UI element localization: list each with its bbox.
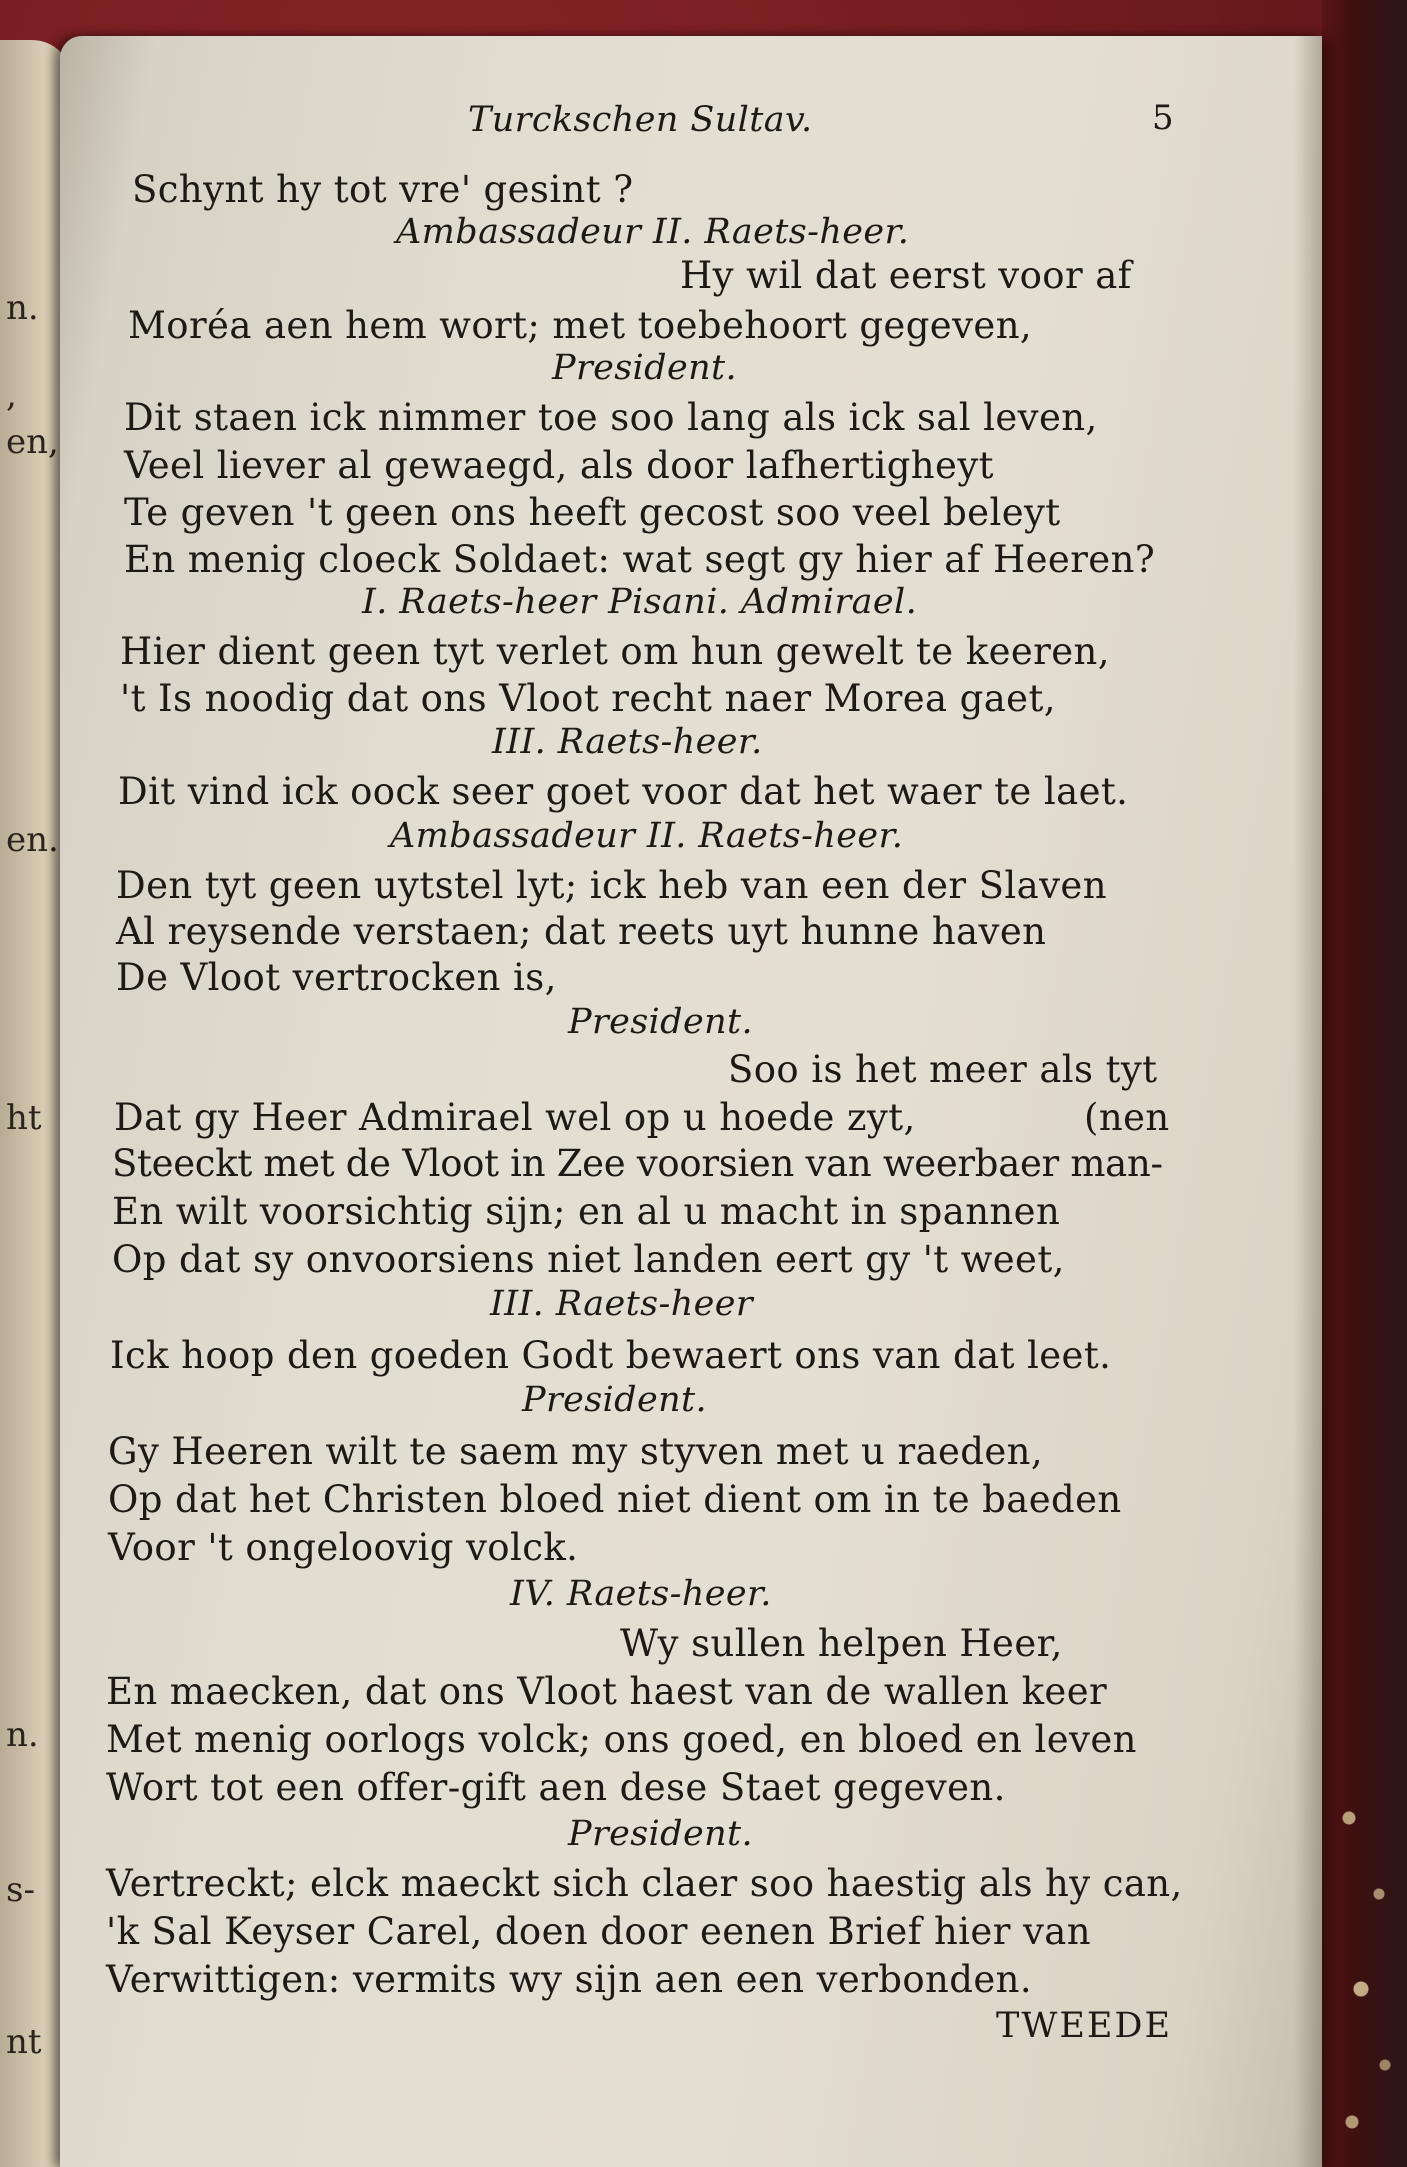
verse-line: Ick hoop den goeden Godt bewaert ons van dat leet.: [110, 1334, 1112, 1377]
left-page-fragment: ,: [6, 375, 17, 415]
catchword: TWEEDE: [996, 2006, 1173, 2046]
verse-line: Wort tot een offer-gift aen dese Staet gegeven.: [106, 1766, 1006, 1809]
speaker-heading: III. Raets-heer: [490, 1284, 754, 1324]
speaker-heading: I. Raets-heer Pisani. Admirael.: [362, 582, 918, 622]
page-number: 5: [1152, 98, 1175, 138]
left-page-fragment: nt: [6, 2022, 42, 2062]
verse-line: Den tyt geen uytstel lyt; ick heb van een der Slaven: [116, 864, 1107, 907]
speaker-heading: President.: [552, 348, 737, 388]
left-page-fragment: ht: [6, 1098, 42, 1138]
verse-line: En wilt voorsichtig sijn; en al u macht in spannen: [112, 1190, 1061, 1233]
left-page-fragment: n.: [6, 1715, 39, 1755]
verse-line: En maecken, dat ons Vloot haest van de wallen keer: [106, 1670, 1108, 1713]
verse-line: De Vloot vertrocken is,: [116, 956, 557, 999]
verse-line: Op dat het Christen bloed niet dient om in te baeden: [108, 1478, 1122, 1521]
verse-line: Moréa aen hem wort; met toebehoort gegeven,: [128, 304, 1033, 347]
running-head: Turckschen Sultav.: [468, 100, 813, 140]
book-page: [60, 36, 1322, 2167]
verse-line: Te geven 't geen ons heeft gecost soo veel beleyt: [124, 491, 1061, 534]
speaker-heading: IV. Raets-heer.: [510, 1574, 772, 1614]
verse-line: 'k Sal Keyser Carel, doen door eenen Brief hier van: [106, 1910, 1091, 1953]
left-page-fragment: en,: [6, 422, 59, 462]
verse-line: En menig cloeck Soldaet: wat segt gy hier af Heeren?: [124, 538, 1156, 581]
speaker-heading: President.: [522, 1380, 707, 1420]
verse-line: Veel liever al gewaegd, als door lafhertigheyt: [124, 444, 994, 487]
speaker-heading: President.: [568, 1002, 753, 1042]
page-text: [60, 36, 1322, 2167]
verse-line: Hy wil dat eerst voor af: [680, 254, 1132, 297]
verse-line: 't Is noodig dat ons Vloot recht naer Morea gaet,: [120, 677, 1056, 720]
speaker-heading: Ambassadeur II. Raets-heer.: [390, 816, 904, 856]
verse-line: Met menig oorlogs volck; ons goed, en bloed en leven: [106, 1718, 1137, 1761]
verse-line: Steeckt met de Vloot in Zee voorsien van weerbaer man-: [112, 1142, 1163, 1185]
verse-line: Dit vind ick oock seer goet voor dat het waer te laet.: [118, 770, 1129, 813]
left-page-fragment: s-: [6, 1870, 35, 1910]
verse-line: Gy Heeren wilt te saem my styven met u raeden,: [108, 1430, 1044, 1473]
speaker-heading: Ambassadeur II. Raets-heer.: [396, 212, 910, 252]
verse-line: Soo is het meer als tyt: [728, 1048, 1158, 1091]
speaker-heading: III. Raets-heer.: [492, 722, 763, 762]
verse-line: Al reysende verstaen; dat reets uyt hunne haven: [116, 910, 1047, 953]
verse-line: Dat gy Heer Admirael wel op u hoede zyt,: [114, 1096, 916, 1139]
spine-pattern: [1337, 1780, 1397, 2160]
verse-line: Verwittigen: vermits wy sijn aen een verbonden.: [106, 1958, 1033, 2001]
verse-line: Vertreckt; elck maeckt sich claer soo haestig als hy can,: [106, 1862, 1183, 1905]
verse-line: Op dat sy onvoorsiens niet landen eert gy 't weet,: [112, 1238, 1065, 1281]
verse-line: Schynt hy tot vre' gesint ?: [132, 168, 634, 211]
speaker-heading: President.: [568, 1814, 753, 1854]
verse-line: Dit staen ick nimmer toe soo lang als ick sal leven,: [124, 396, 1098, 439]
verse-line: Voor 't ongeloovig volck.: [108, 1526, 579, 1569]
left-page-fragment: en.: [6, 820, 59, 860]
verse-line: Wy sullen helpen Heer,: [620, 1622, 1063, 1665]
verse-line: Hier dient geen tyt verlet om hun gewelt te keeren,: [120, 630, 1110, 673]
verse-line-turnover: (nen: [1084, 1096, 1170, 1139]
left-page-fragment: n.: [6, 288, 39, 328]
book-spine: [1322, 0, 1407, 2167]
